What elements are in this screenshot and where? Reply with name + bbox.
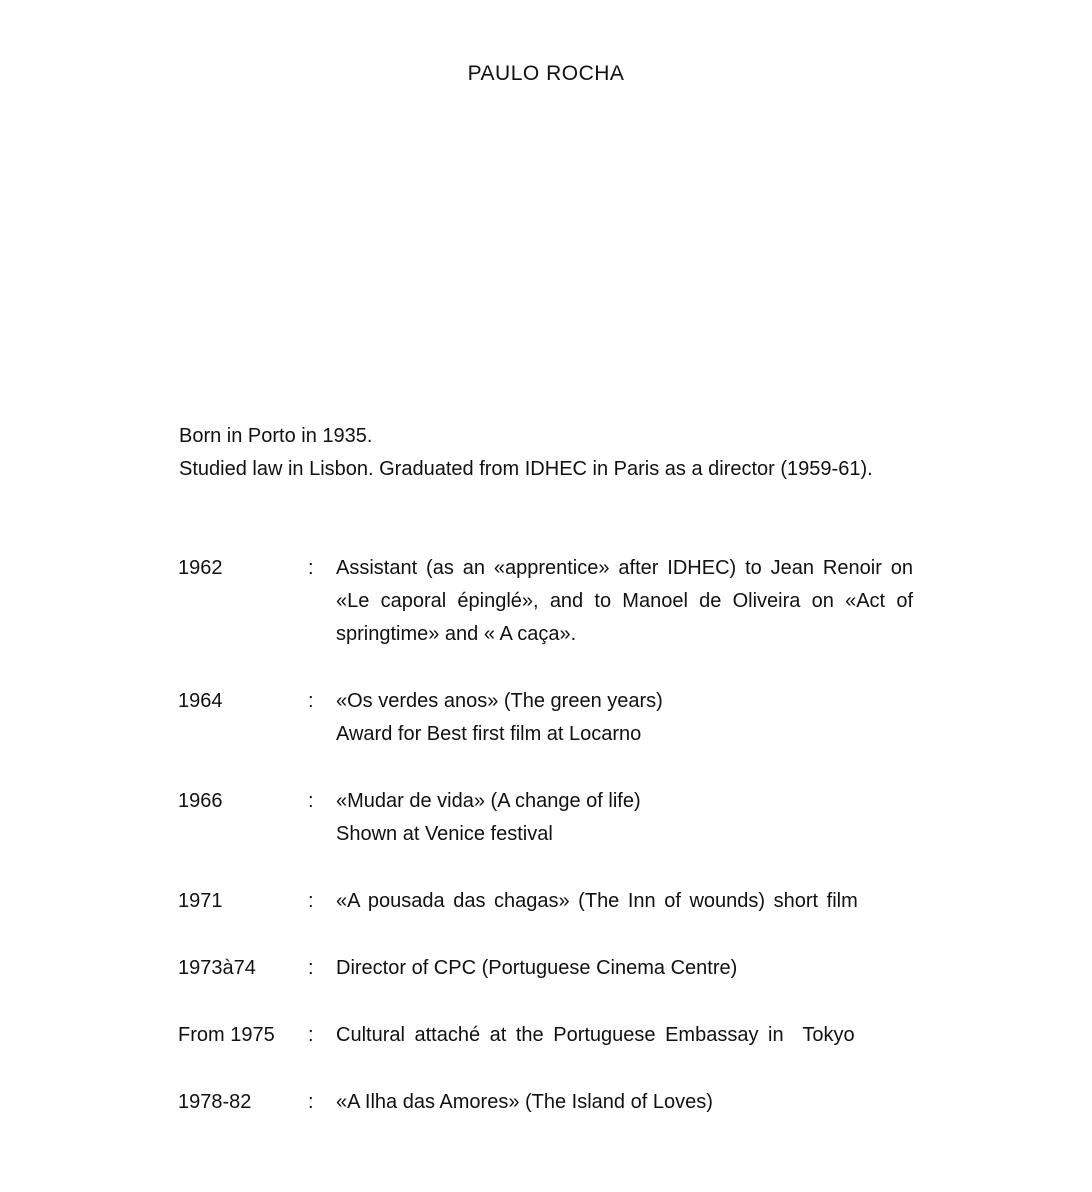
timeline-colon: : xyxy=(308,690,314,712)
timeline-year: 1964 xyxy=(178,690,223,712)
role-text: Cultural attaché at the Portuguese Embassay in Tokyo xyxy=(336,1024,855,1046)
timeline-entry xyxy=(178,552,913,685)
career-timeline xyxy=(178,552,913,1126)
timeline-description xyxy=(336,685,913,751)
timeline-description xyxy=(336,952,913,985)
film-title: «Os verdes anos» (The green years) xyxy=(336,690,663,712)
timeline-entry xyxy=(178,885,913,952)
intro-section xyxy=(179,420,913,486)
timeline-entry xyxy=(178,1019,913,1086)
timeline-description xyxy=(336,1086,913,1119)
film-note: Shown at Venice festival xyxy=(336,823,553,845)
timeline-description xyxy=(336,785,913,851)
timeline-entry xyxy=(178,685,913,785)
film-note: Award for Best first film at Locarno xyxy=(336,723,642,745)
timeline-year: 1971 xyxy=(178,890,223,912)
timeline-year: 1978-82 xyxy=(178,1091,252,1113)
timeline-description xyxy=(336,1019,913,1052)
timeline-colon: : xyxy=(308,790,314,812)
birth-line: Born in Porto in 1935. xyxy=(179,425,373,447)
timeline-entry xyxy=(178,1086,913,1126)
page-title: PAULO ROCHA xyxy=(467,62,625,85)
timeline-year: 1962 xyxy=(178,557,223,579)
film-title: «A pousada das chagas» (The Inn of wounds) short film xyxy=(336,890,858,912)
timeline-entry xyxy=(178,952,913,1019)
timeline-entry xyxy=(178,785,913,885)
timeline-colon: : xyxy=(308,1024,314,1046)
film-title: «A Ilha das Amores» (The Island of Loves) xyxy=(336,1091,713,1113)
timeline-year: 1966 xyxy=(178,790,223,812)
timeline-colon: : xyxy=(308,957,314,979)
timeline-colon: : xyxy=(308,557,314,579)
role-text: Director of CPC (Portuguese Cinema Centre) xyxy=(336,957,738,979)
education-line: Studied law in Lisbon. Graduated from IDHEC in Paris as a director (1959-61). xyxy=(179,458,873,480)
timeline-colon: : xyxy=(308,890,314,912)
film-title: «Mudar de vida» (A change of life) xyxy=(336,790,641,812)
timeline-colon: : xyxy=(308,1091,314,1113)
timeline-description xyxy=(336,885,913,918)
timeline-description xyxy=(336,552,913,651)
timeline-text: Assistant (as an «apprentice» after IDHEC) to Jean Renoir on «Le caporal épinglé», and to Manoel de Oliveira on «Act of springtime» and « A caça». xyxy=(336,557,913,645)
timeline-year: From 1975 xyxy=(178,1024,275,1046)
timeline-year: 1973à74 xyxy=(178,957,256,979)
